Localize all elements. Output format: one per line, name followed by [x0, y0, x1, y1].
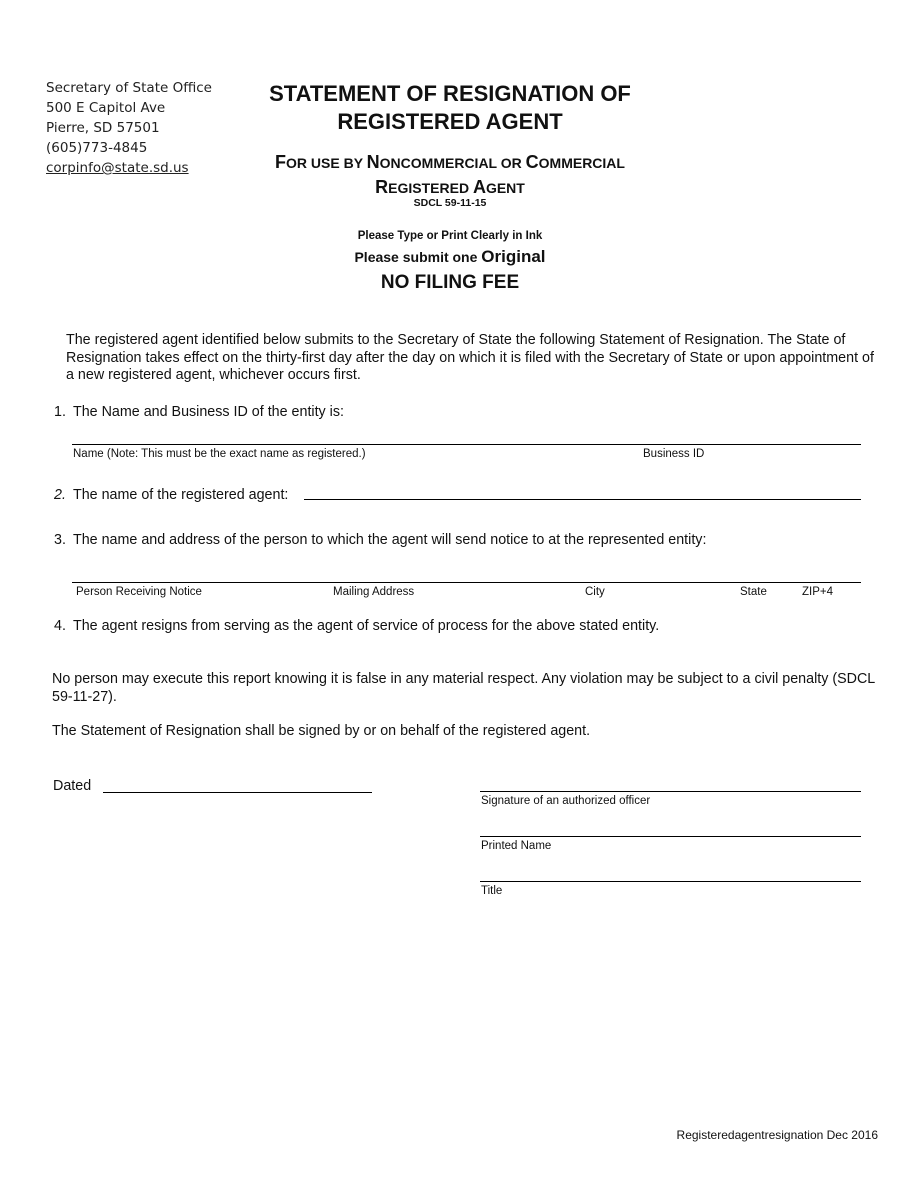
- office-phone: (605)773-4845: [46, 140, 148, 156]
- mailing-address-caption: Mailing Address: [333, 586, 415, 598]
- subtitle-cap: R: [375, 177, 389, 197]
- item2-label: The name of the registered agent:: [73, 487, 289, 503]
- registered-agent-name-field[interactable]: [304, 499, 861, 500]
- dated-label: Dated: [53, 778, 92, 794]
- form-subtitle: [220, 150, 680, 200]
- office-street: 500 E Capitol Ave: [46, 100, 166, 116]
- dated-field[interactable]: [103, 792, 372, 793]
- printed-name-field[interactable]: [480, 836, 861, 837]
- item3-label: The name and address of the person to which the agent will send notice to at the represented entity:: [73, 532, 707, 548]
- subtitle-cap: F: [275, 152, 287, 172]
- item3-number: 3.: [54, 532, 66, 548]
- title-field[interactable]: [480, 881, 861, 882]
- subtitle-small: OMMERCIAL: [538, 155, 625, 171]
- office-address-block: [46, 78, 212, 178]
- form-subtitle-line1: [220, 150, 680, 175]
- office-name: Secretary of State Office: [46, 80, 212, 96]
- item4-number: 4.: [54, 618, 66, 634]
- city-caption: City: [585, 586, 605, 598]
- item2-number: 2.: [54, 487, 66, 503]
- submit-prefix: Please submit one: [354, 249, 482, 265]
- office-city: Pierre, SD 57501: [46, 120, 160, 136]
- subtitle-small: EGISTERED: [388, 180, 473, 196]
- subtitle-cap: C: [525, 152, 539, 172]
- subtitle-small: OR USE BY: [286, 155, 367, 171]
- zip-caption: ZIP+4: [802, 586, 834, 598]
- submit-instruction: [220, 247, 680, 267]
- form-title: [220, 80, 680, 136]
- subtitle-cap: A: [472, 177, 486, 197]
- submit-original: Original: [481, 247, 546, 266]
- notice-recipient-field[interactable]: [72, 582, 861, 583]
- print-instruction: Please Type or Print Clearly in Ink: [357, 230, 543, 242]
- subtitle-small: ONCOMMERCIAL OR: [379, 155, 526, 171]
- business-id-caption: Business ID: [643, 448, 705, 460]
- item4-label: The agent resigns from serving as the agent of service of process for the above stated entity.: [73, 618, 660, 634]
- form-footer: Registeredagentresignation Dec 2016: [676, 1128, 878, 1142]
- intro-paragraph: The registered agent identified below submits to the Secretary of State the following Statement of Resignation. The State of Resignation takes effect on the thirty-first day after the day on which it is filed with the Secretary of State or upon appointment of a new registered agent, whichever occurs first.: [66, 332, 874, 383]
- title-caption: Title: [481, 885, 503, 897]
- subtitle-small: GENT: [485, 180, 525, 196]
- signature-field[interactable]: [480, 791, 861, 792]
- entity-name-caption: Name (Note: This must be the exact name as registered.): [73, 448, 366, 460]
- printed-name-caption: Printed Name: [481, 840, 552, 852]
- sign-statement: The Statement of Resignation shall be signed by or on behalf of the registered agent.: [52, 723, 591, 739]
- person-receiving-notice-caption: Person Receiving Notice: [76, 586, 202, 598]
- form-title-line1: STATEMENT OF RESIGNATION OF: [269, 81, 631, 106]
- form-title-line2: REGISTERED AGENT: [337, 109, 563, 134]
- penalty-paragraph: No person may execute this report knowing it is false in any material respect. Any violation may be subject to a civil penalty (SDCL 59-11-27).: [52, 671, 875, 705]
- item1-label: The Name and Business ID of the entity is:: [73, 404, 344, 420]
- state-caption: State: [740, 586, 767, 598]
- no-filing-fee: NO FILING FEE: [380, 272, 520, 293]
- office-email-link[interactable]: corpinfo@state.sd.us: [46, 160, 189, 176]
- subtitle-cap: N: [366, 152, 380, 172]
- statute-reference: SDCL 59-11-15: [413, 197, 487, 209]
- entity-name-and-id-field[interactable]: [72, 444, 861, 445]
- signature-caption: Signature of an authorized officer: [481, 795, 651, 807]
- item1-number: 1.: [54, 404, 66, 420]
